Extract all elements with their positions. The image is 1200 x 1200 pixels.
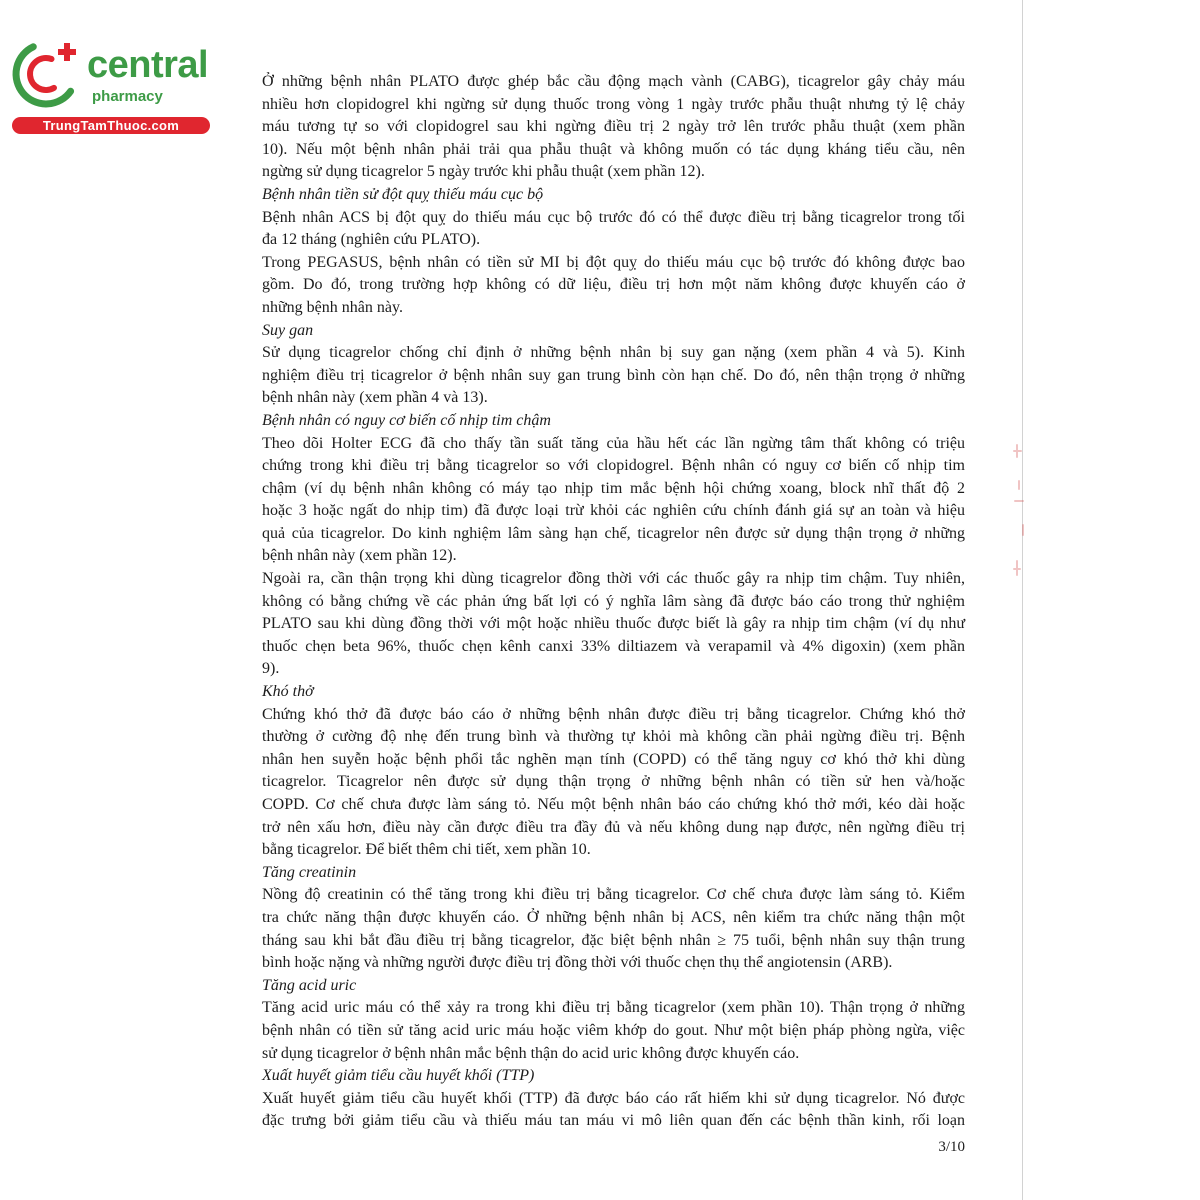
stamp-fragment <box>1010 440 1030 590</box>
paragraph <box>262 433 965 569</box>
section-heading: Xuất huyết giảm tiểu cầu huyết khối (TTP) <box>262 1067 535 1085</box>
paragraph <box>262 884 965 974</box>
text-line: Trong PEGASUS, bệnh nhân có tiền sử MI bị đột quỵ do thiếu máu cục bộ trước đó không được bao <box>262 253 965 271</box>
text-line: COPD. Cơ chế chưa được làm sáng tỏ. Nếu một bệnh nhân báo cáo chứng khó thở mới, kéo dài hoặc <box>262 796 965 813</box>
text-line: đặc trưng bởi giảm tiểu cầu và thiếu máu tan máu vi mô liên quan đến các bệnh thần kinh, rối loạn <box>262 1112 965 1130</box>
section-heading: Khó thở <box>262 683 314 701</box>
paragraph <box>262 704 965 862</box>
text-line: bệnh nhân này (xem phần 4 và 13). <box>262 389 488 407</box>
page-number: 3/10 <box>938 1139 965 1155</box>
section-heading: Tăng acid uric <box>262 976 357 994</box>
paragraph <box>262 71 965 184</box>
text-line: Ở những bệnh nhân PLATO được ghép bắc cầu động mạch vành (CABG), ticagrelor gây chảy máu <box>262 73 965 90</box>
logo-website-banner: TrungTamThuoc.com <box>12 117 210 134</box>
text-line: 9). <box>262 660 280 678</box>
text-line: sử dụng ticagrelor ở bệnh nhân mắc bệnh thận do acid uric không được khuyến cáo. <box>262 1044 800 1062</box>
logo-brand-name: central <box>87 44 209 86</box>
text-line: 10). Nếu một bệnh nhân phải trải qua phẫu thuật và không muốn có tác dụng kháng tiểu cầu, nên <box>262 140 965 158</box>
text-line: bệnh nhân này (xem phần 12). <box>262 547 457 565</box>
paragraph <box>262 207 965 252</box>
text-line: đa 12 tháng (nghiên cứu PLATO). <box>262 231 481 249</box>
paragraph <box>262 997 965 1065</box>
text-line: PLATO sau khi dùng đồng thời với một hoặc nhiều thuốc được biết là gây ra nhịp tim chậm (ví dụ như <box>262 615 965 633</box>
text-line: ticagrelor. Ticagrelor nên được sử dụng thận trọng ở những bệnh nhân có tiền sử hen và/hoặc <box>262 773 965 791</box>
section-heading: Tăng creatinin <box>262 863 357 881</box>
text-line: chậm (ví dụ bệnh nhân không có máy tạo nhịp tim mắc bệnh hội chứng xoang, block nhĩ thất độ 2 <box>262 479 965 497</box>
text-line: máu tương tự so với clopidogrel sau khi ngừng điều trị 2 ngày trở lên trước phẫu thuật (xem phần <box>262 118 965 136</box>
page-edge-line <box>1022 0 1023 1200</box>
text-line: Theo dõi Holter ECG đã cho thấy tần suất tăng của hầu hết các lần ngừng tâm thất không có triệu <box>262 434 965 452</box>
text-line: không có bằng chứng về các phản ứng bất lợi có ý nghĩa lâm sàng đã được báo cáo trong thử nghiệm <box>262 592 965 610</box>
text-line: Bệnh nhân ACS bị đột quỵ do thiếu máu cục bộ trước đó có thể được điều trị bằng ticagrelor trong tối <box>262 208 965 226</box>
text-line: nhân hen suyễn hoặc bệnh phổi tắc nghẽn mạn tính (COPD) có thể tăng nguy cơ khó thở khi dùng <box>262 750 965 768</box>
text-line: tra chức năng thận được khuyến cáo. Ở những bệnh nhân bị ACS, nên kiểm tra chức năng thận một <box>262 908 965 926</box>
text-line: chứng trong khi điều trị bằng ticagrelor so với clopidogrel. Bệnh nhân có nguy cơ biến cố nhịp tim <box>262 457 965 475</box>
text-line: bằng ticagrelor. Để biết thêm chi tiết, xem phần 10. <box>262 841 591 859</box>
text-line: nhiều hơn clopidogrel khi ngừng sử dụng thuốc trong vòng 1 ngày trước phẫu thuật nhưng tỷ lệ chảy <box>262 95 965 113</box>
text-line: hoặc 3 hoặc ngất do nhịp tim) đã được loại trừ khỏi các nghiên cứu chính đánh giá sự an toàn và hiệu <box>262 502 965 520</box>
text-line: gồm. Do đó, trong trường hợp không có dữ liệu, điều trị hơn một năm không được khuyến cáo ở <box>262 276 965 294</box>
text-line: quả của ticagrelor. Do kinh nghiệm lâm sàng hạn chế, ticagrelor nên được sử dụng thận trọng ở những <box>262 524 965 542</box>
text-line: Chứng khó thở đã được báo cáo ở những bệnh nhân được điều trị bằng ticagrelor. Chứng khó thở <box>262 705 965 723</box>
section-heading: Bệnh nhân có nguy cơ biến cố nhịp tim chậm <box>262 411 551 429</box>
paragraph <box>262 1088 965 1133</box>
central-pharmacy-logo-icon <box>10 38 82 110</box>
document-body <box>262 71 965 1133</box>
text-line: nghiệm điều trị ticagrelor ở bệnh nhân suy gan trung bình còn hạn chế. Do đó, nên thận trọng ở những <box>262 366 965 384</box>
paragraph <box>262 568 965 681</box>
text-line: thường ở cường độ nhẹ đến trung bình và thường tự khỏi mà không cần phải ngừng điều trị. Bệnh <box>262 728 965 746</box>
text-line: thuốc chẹn beta 96%, thuốc chẹn kênh canxi 33% diltiazem và verapamil và 4% digoxin) (xem phần <box>262 637 965 655</box>
paragraph <box>262 252 965 320</box>
text-line: Xuất huyết giảm tiểu cầu huyết khối (TTP) đã được báo cáo rất hiếm khi sử dụng ticagrelor. Nó được <box>262 1089 965 1107</box>
pharmacy-logo <box>0 0 230 140</box>
text-line: Nồng độ creatinin có thể tăng trong khi điều trị bằng ticagrelor. Cơ chế chưa được làm sáng tỏ. Kiểm <box>262 886 965 904</box>
text-line: Ngoài ra, cần thận trọng khi dùng ticagrelor đồng thời với các thuốc gây ra nhịp tim chậm. Tuy nhiên, <box>262 570 965 588</box>
text-line: những bệnh nhân này. <box>262 298 403 316</box>
text-line: Sử dụng ticagrelor chống chỉ định ở những bệnh nhân bị suy gan nặng (xem phần 4 và 5). Kinh <box>262 344 965 362</box>
text-line: Tăng acid uric máu có thể xảy ra trong khi điều trị bằng ticagrelor (xem phần 10). Thận trọng ở những <box>262 999 965 1017</box>
text-line: ngừng sử dụng ticagrelor 5 ngày trước khi phẫu thuật (xem phần 12). <box>262 163 705 181</box>
paragraph <box>262 342 965 410</box>
text-line: tháng sau khi bắt đầu điều trị bằng ticagrelor, đặc biệt bệnh nhân ≥ 75 tuổi, bệnh nhân suy thận trung <box>262 931 965 949</box>
text-line: bình hoặc nặng và những người được điều trị đồng thời với thuốc chẹn thụ thể angiotensin (ARB). <box>262 954 893 972</box>
section-heading: Bệnh nhân tiền sử đột quỵ thiếu máu cục bộ <box>262 185 544 203</box>
text-line: trở nên xấu hơn, điều này cần được điều tra đầy đủ và nếu không dung nạp được, nên ngừng điều trị <box>262 818 965 836</box>
logo-tagline: pharmacy <box>92 88 163 105</box>
text-line: bệnh nhân có tiền sử tăng acid uric máu hoặc viêm khớp do gout. Như một biện pháp phòng ngừa, việc <box>262 1021 965 1039</box>
section-heading: Suy gan <box>262 321 314 339</box>
